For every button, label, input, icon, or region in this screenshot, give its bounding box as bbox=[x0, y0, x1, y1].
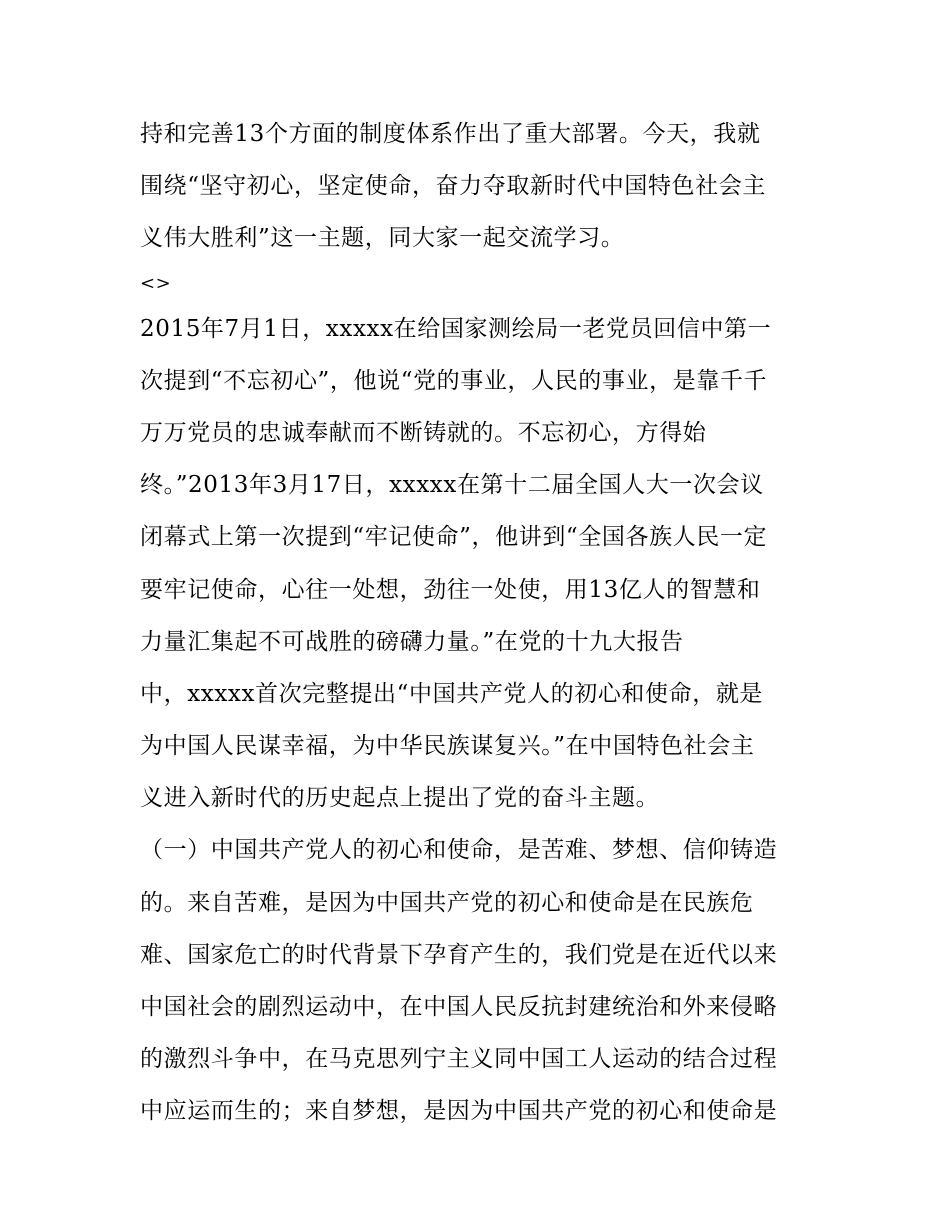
text-line: 2015年7月1日，xxxxx在给国家测绘局一老党员回信中第一 bbox=[140, 315, 772, 342]
text-line: 次提到“不忘初心”，他说“党的事业，人民的事业，是靠千千 bbox=[140, 367, 768, 394]
text-line: 中，xxxxx首次完整提出“中国共产党人的初心和使命，就是 bbox=[140, 680, 764, 707]
text-line: 义伟大胜利”这一主题，同大家一起交流学习。 bbox=[140, 225, 625, 252]
text-line: 围绕“坚守初心，坚定使命，奋力夺取新时代中国特色社会主 bbox=[140, 173, 766, 200]
text-line: 要牢记使命，心往一处想，劲往一处使，用13亿人的智慧和 bbox=[140, 576, 761, 603]
text-line: 闭幕式上第一次提到“牢记使命”，他讲到“全国各族人民一定 bbox=[140, 524, 768, 551]
section-heading-line: （一）中国共产党人的初心和使命，是苦难、梦想、信仰铸造 bbox=[140, 837, 778, 864]
text-line: 义进入新时代的历史起点上提出了党的奋斗主题。 bbox=[140, 785, 660, 812]
text-line: 中国社会的剧烈运动中，在中国人民反抗封建统治和外来侵略 bbox=[140, 994, 778, 1020]
text-line: 难、国家危亡的时代背景下孕育产生的，我们党是在近代以来 bbox=[140, 941, 778, 968]
body-text bbox=[140, 108, 820, 1138]
text-line: 的。来自苦难，是因为中国共产党的初心和使命是在民族危 bbox=[140, 889, 754, 916]
text-line: 力量汇集起不可战胜的磅礴力量。”在党的十九大报告 bbox=[140, 628, 684, 655]
text-line: 中应运而生的；来自梦想，是因为中国共产党的初心和使命是 bbox=[140, 1098, 778, 1125]
text-line: 持和完善13个方面的制度体系作出了重大部署。今天，我就 bbox=[140, 121, 761, 147]
section-marker: <> bbox=[140, 272, 172, 294]
text-line: 为中国人民谋幸福，为中华民族谋复兴。”在中国特色社会主 bbox=[140, 733, 755, 760]
text-line: 的激烈斗争中，在马克思列宁主义同中国工人运动的结合过程 bbox=[140, 1046, 778, 1073]
text-line: 万万党员的忠诚奉献而不断铸就的。不忘初心，方得始 bbox=[140, 419, 707, 446]
text-line: 终。”2013年3月17日，xxxxx在第十二届全国人大一次会议 bbox=[140, 472, 764, 499]
